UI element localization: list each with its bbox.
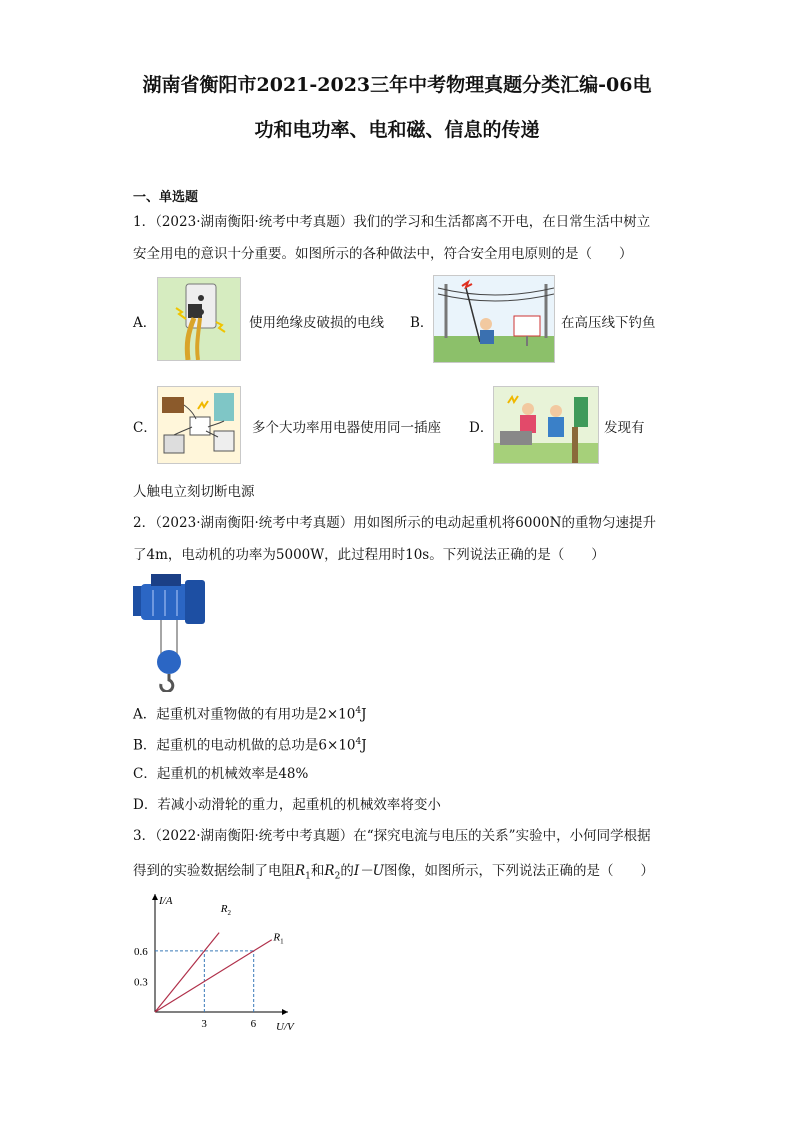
q3-stem-line-1: 3．（2022·湖南衡阳·统考中考真题）在“探究电流与电压的关系”实验中，小何同学根据 <box>133 828 651 844</box>
y-axis-label: I/A <box>159 895 173 907</box>
q2-option-a[interactable] <box>133 701 367 725</box>
q3-text-a: 得到的实验数据绘制了电阻 <box>133 863 295 879</box>
q3-and: 和 <box>310 863 325 879</box>
q1-option-d-text: 发现有 <box>604 420 645 436</box>
section-heading: 一、单选题 <box>133 190 199 205</box>
damaged-wire-socket-image <box>157 277 241 361</box>
q3-text-b: 的 <box>340 863 354 879</box>
fishing-under-power-line-image <box>433 275 555 363</box>
q2-option-a-prefix: A．起重机对重物做的有用功是 <box>133 706 319 723</box>
q1-option-d-continuation: 人触电立刻切断电源 <box>133 484 255 500</box>
q1-stem-line-2: 安全用电的意识十分重要。如图所示的各种做法中，符合安全用电原则的是（ ） <box>133 246 633 262</box>
q2-option-a-unit: J <box>361 706 367 723</box>
x-tick-label: 3 <box>201 1018 207 1030</box>
q2-option-b-unit: J <box>361 737 367 754</box>
q2-option-d[interactable]: D．若减小动滑轮的重力，起重机的机械效率将变小 <box>133 797 441 813</box>
q2-option-a-exponent: 4 <box>355 706 362 716</box>
q3-r2-symbol: R <box>324 863 335 879</box>
series-label-r2: $R_2$ <box>220 903 232 918</box>
q3-stem-line-2 <box>133 861 654 887</box>
q1-option-a-letter[interactable]: A． <box>133 315 157 331</box>
q1-option-b-letter[interactable]: B． <box>410 315 434 331</box>
x-tick-label: 6 <box>250 1018 257 1030</box>
q1-option-b-text: 在高压线下钓鱼 <box>561 315 656 331</box>
q2-option-b-value: 6×10 <box>318 737 356 754</box>
page-title-line-2: 功和电功率、电和磁、信息的传递 <box>254 119 540 141</box>
q1-stem-line-1: 1．（2023·湖南衡阳·统考中考真题）我们的学习和生活都离不开电，在日常生活中树立 <box>133 214 651 230</box>
y-tick-label: 0.3 <box>134 976 148 989</box>
q3-iu-label: I－U <box>353 863 385 879</box>
q2-option-b-exponent: 4 <box>355 737 362 747</box>
q2-stem-line-2: 了4m，电动机的功率为5000W，此过程用时10s。下列说法正确的是（ ） <box>133 547 605 563</box>
iu-graph <box>126 890 306 1040</box>
q3-text-c: 图像，如图所示，下列说法正确的是（ ） <box>384 863 655 879</box>
q3-r1-symbol: R <box>295 863 306 879</box>
q3-r1-subscript: 1 <box>305 871 311 882</box>
q2-option-b[interactable] <box>133 732 367 756</box>
q1-option-d-letter[interactable]: D． <box>469 420 494 436</box>
q3-r2-subscript: 2 <box>334 871 341 882</box>
x-axis-arrow <box>282 1009 288 1015</box>
x-axis-label: U/V <box>276 1021 294 1033</box>
q2-option-c[interactable]: C．起重机的机械效率是48% <box>133 766 309 782</box>
overloaded-socket-image <box>157 386 241 464</box>
electric-hoist-image <box>131 570 211 692</box>
y-tick-label: 0.6 <box>134 945 148 958</box>
series-line-r2 <box>155 933 219 1012</box>
cut-off-power-rescue-image <box>493 386 599 464</box>
y-axis-arrow <box>152 894 158 900</box>
q2-option-b-prefix: B．起重机的电动机做的总功是 <box>133 737 319 754</box>
series-label-r1: $R_1$ <box>273 931 284 946</box>
q1-option-c-letter[interactable]: C． <box>133 420 157 436</box>
q2-stem-line-1: 2．（2023·湖南衡阳·统考中考真题）用如图所示的电动起重机将6000N的重物匀速提升 <box>133 515 656 531</box>
q1-option-c-text: 多个大功率用电器使用同一插座 <box>252 420 441 436</box>
q2-option-a-value: 2×10 <box>318 706 356 723</box>
q1-option-a-text: 使用绝缘皮破损的电线 <box>249 315 384 331</box>
page-title-line-1: 湖南省衡阳市2021-2023三年中考物理真题分类汇编-06电 <box>142 74 652 96</box>
